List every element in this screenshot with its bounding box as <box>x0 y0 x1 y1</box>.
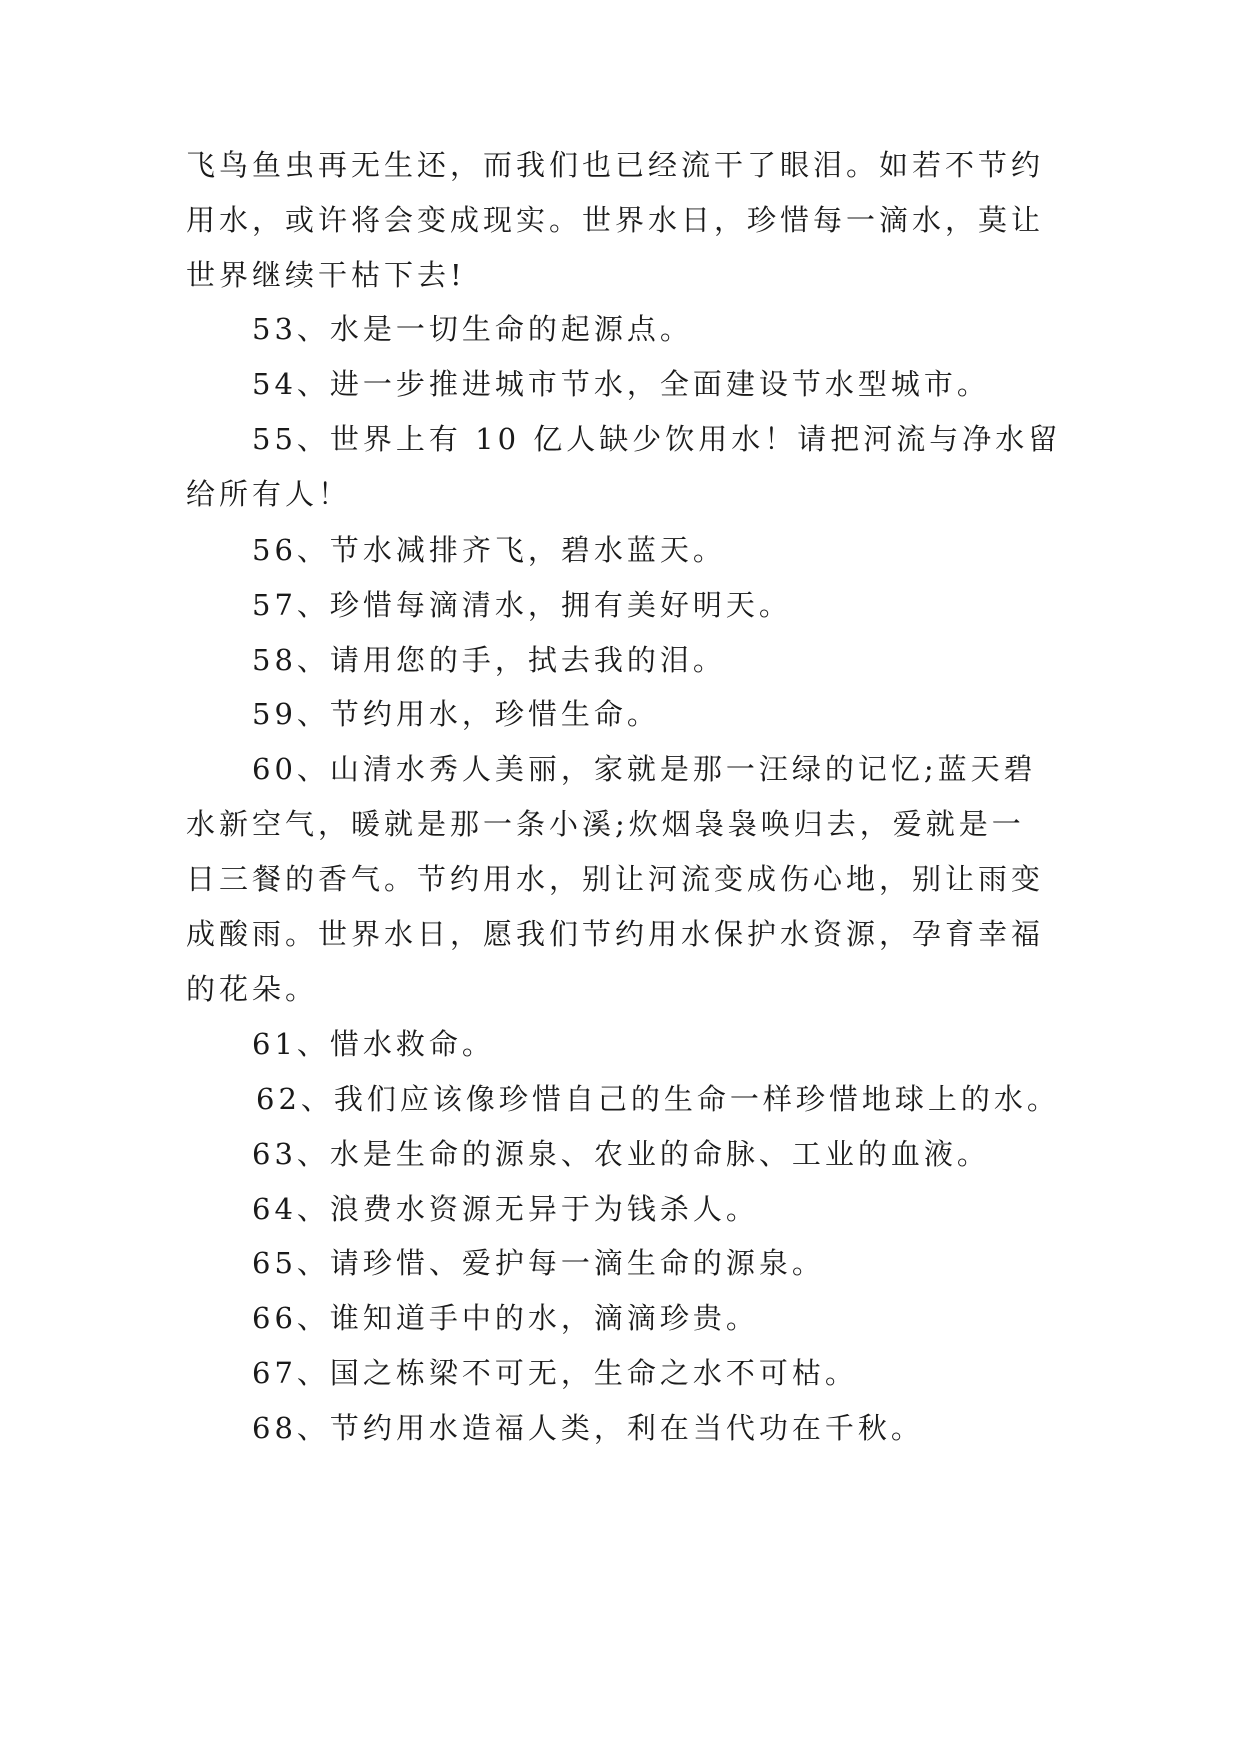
text-line: 日三餐的香气。节约用水，别让河流变成伤心地，别让雨变 <box>186 862 1045 896</box>
text-line: 成酸雨。世界水日，愿我们节约用水保护水资源，孕育幸福 <box>186 917 1045 951</box>
list-item: 59、节约用水，珍惜生命。 <box>252 697 660 731</box>
list-item: 55、世界上有 10 亿人缺少饮用水！请把河流与净水留 <box>252 422 1062 456</box>
list-item: 66、谁知道手中的水，滴滴珍贵。 <box>252 1301 759 1335</box>
list-item: 64、浪费水资源无异于为钱杀人。 <box>252 1192 759 1226</box>
list-item: 58、请用您的手，拭去我的泪。 <box>252 643 726 677</box>
list-item: 53、水是一切生命的起源点。 <box>252 312 693 346</box>
text-line: 给所有人！ <box>186 477 352 511</box>
list-item: 68、节约用水造福人类，利在当代功在千秋。 <box>252 1411 924 1445</box>
list-item: 54、进一步推进城市节水，全面建设节水型城市。 <box>252 367 990 401</box>
list-item: 67、国之栋梁不可无，生命之水不可枯。 <box>252 1356 858 1390</box>
list-item: 63、水是生命的源泉、农业的命脉、工业的血液。 <box>252 1137 990 1171</box>
text-line: 世界继续干枯下去! <box>186 258 466 292</box>
text-line: 飞鸟鱼虫再无生还，而我们也已经流干了眼泪。如若不节约 <box>186 148 1045 182</box>
list-item: 60、山清水秀人美丽，家就是那一汪绿的记忆;蓝天碧 <box>252 752 1037 786</box>
list-item: 65、请珍惜、爱护每一滴生命的源泉。 <box>252 1246 825 1280</box>
list-item: 56、节水减排齐飞，碧水蓝天。 <box>252 533 726 567</box>
text-line: 水新空气，暖就是那一条小溪;炊烟袅袅唤归去，爱就是一 <box>186 807 1025 841</box>
text-line: 用水，或许将会变成现实。世界水日，珍惜每一滴水，莫让 <box>186 203 1045 237</box>
list-item: 61、惜水救命。 <box>252 1027 495 1061</box>
list-item: 57、珍惜每滴清水，拥有美好明天。 <box>252 588 792 622</box>
list-item: 62、我们应该像珍惜自己的生命一样珍惜地球上的水。 <box>256 1082 1060 1116</box>
text-line: 的花朵。 <box>186 972 319 1006</box>
